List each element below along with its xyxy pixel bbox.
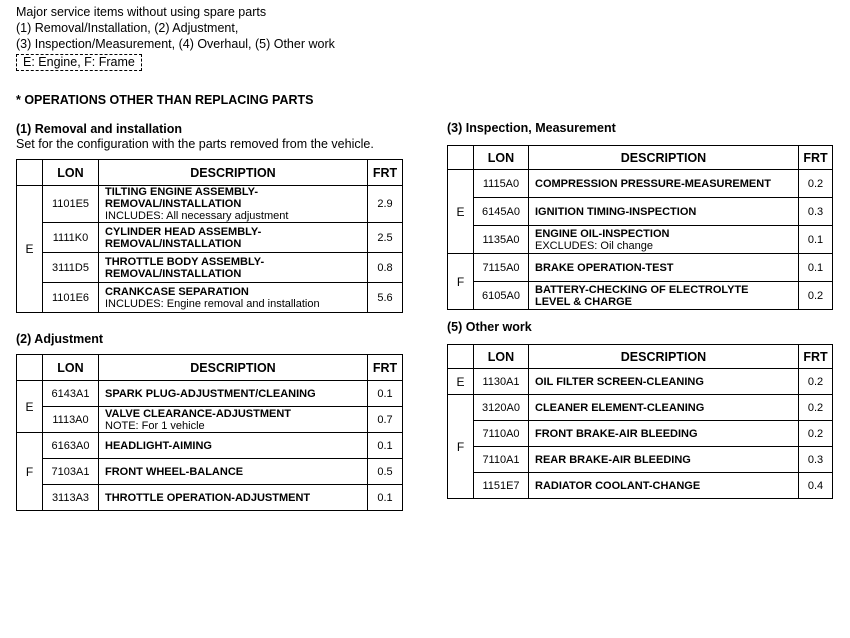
description-cell — [529, 473, 799, 499]
operation-title: CLEANER ELEMENT-CLEANING — [535, 401, 705, 414]
frt-cell: 0.3 — [799, 447, 833, 473]
lon-cell: 1111K0 — [43, 223, 99, 253]
lon-cell: 1130A1 — [474, 369, 529, 395]
frt-cell: 5.6 — [368, 283, 403, 313]
table-row — [448, 369, 833, 395]
group-code: E — [448, 170, 474, 254]
table-row — [17, 381, 403, 407]
operation-title: FRONT WHEEL-BALANCE — [105, 465, 244, 478]
table-row — [448, 198, 833, 226]
description-cell — [529, 421, 799, 447]
header-frt: FRT — [368, 160, 403, 186]
frt-cell: 2.9 — [368, 186, 403, 223]
lon-cell: 1101E6 — [43, 283, 99, 313]
table-row — [448, 254, 833, 282]
header-description: DESCRIPTION — [99, 355, 368, 381]
operation-title: OIL FILTER SCREEN-CLEANING — [535, 375, 704, 388]
description-cell — [529, 170, 799, 198]
lon-cell: 1151E7 — [474, 473, 529, 499]
operation-title: HEADLIGHT-AIMING — [105, 439, 212, 452]
description-cell — [99, 407, 368, 433]
lon-cell: 6145A0 — [474, 198, 529, 226]
table-row — [448, 395, 833, 421]
table-row — [448, 447, 833, 473]
table-row — [17, 407, 403, 433]
removal-table — [16, 159, 403, 313]
operation-note: INCLUDES: Engine removal and installation — [105, 297, 320, 310]
description-cell — [99, 459, 368, 485]
header-description: DESCRIPTION — [99, 160, 368, 186]
operation-title: REAR BRAKE-AIR BLEEDING — [535, 453, 691, 466]
frt-cell: 0.2 — [799, 170, 833, 198]
frt-cell: 0.1 — [368, 433, 403, 459]
table-row — [17, 459, 403, 485]
table-row — [17, 485, 403, 511]
header-description: DESCRIPTION — [529, 345, 799, 369]
other-work-table — [447, 344, 833, 499]
table-row — [448, 226, 833, 254]
header-description: DESCRIPTION — [529, 146, 799, 170]
table-row — [17, 433, 403, 459]
operation-title: TILTING ENGINE ASSEMBLY- REMOVAL/INSTALLATION — [105, 186, 258, 210]
frt-cell: 0.2 — [799, 369, 833, 395]
lon-cell: 6143A1 — [43, 381, 99, 407]
operation-title: THROTTLE BODY ASSEMBLY- REMOVAL/INSTALLATION — [105, 255, 265, 280]
description-cell — [99, 485, 368, 511]
operation-title: VALVE CLEARANCE-ADJUSTMENT — [105, 407, 291, 420]
frt-cell: 0.2 — [799, 421, 833, 447]
header-frt: FRT — [368, 355, 403, 381]
frt-cell: 0.8 — [368, 253, 403, 283]
group-code: F — [17, 433, 43, 511]
operation-title: CRANKCASE SEPARATION — [105, 285, 249, 298]
adjustment-section — [16, 332, 403, 511]
lon-cell: 7115A0 — [474, 254, 529, 282]
frt-cell: 0.1 — [799, 254, 833, 282]
operation-note: EXCLUDES: Oil change — [535, 239, 653, 252]
description-cell — [529, 198, 799, 226]
other-work-title: (5) Other work — [447, 320, 532, 334]
table-row — [448, 282, 833, 310]
header-frt: FRT — [799, 146, 833, 170]
description-cell — [529, 282, 799, 310]
operation-title: COMPRESSION PRESSURE-MEASUREMENT — [535, 177, 771, 190]
lon-cell: 3113A3 — [43, 485, 99, 511]
table-row — [448, 473, 833, 499]
inspection-title: (3) Inspection, Measurement — [447, 121, 616, 135]
operation-title: CYLINDER HEAD ASSEMBLY- REMOVAL/INSTALLATION — [105, 225, 262, 250]
adjustment-table — [16, 354, 403, 511]
table-row — [448, 421, 833, 447]
operation-title: RADIATOR COOLANT-CHANGE — [535, 479, 701, 492]
operations-title: * OPERATIONS OTHER THAN REPLACING PARTS — [16, 93, 314, 107]
operation-note: INCLUDES: All necessary adjustment — [105, 210, 289, 222]
group-code: E — [17, 381, 43, 433]
operation-title: ENGINE OIL-INSPECTION — [535, 227, 670, 240]
frt-cell: 0.1 — [368, 381, 403, 407]
frt-cell: 0.2 — [799, 282, 833, 310]
operation-note: NOTE: For 1 vehicle — [105, 419, 205, 432]
lon-cell: 1135A0 — [474, 226, 529, 254]
frt-cell: 0.1 — [368, 485, 403, 511]
header-lon: LON — [474, 146, 529, 170]
description-cell — [529, 369, 799, 395]
operation-title: SPARK PLUG-ADJUSTMENT/CLEANING — [105, 387, 316, 400]
inspection-table — [447, 145, 833, 310]
intro-line-1: Major service items without using spare parts — [16, 5, 267, 19]
description-cell — [99, 253, 368, 283]
intro-block — [16, 4, 335, 71]
intro-line-3: (3) Inspection/Measurement, (4) Overhaul, (5) Other work — [16, 37, 335, 51]
lon-cell: 7103A1 — [43, 459, 99, 485]
group-code: E — [448, 369, 474, 395]
header-blank — [17, 160, 43, 186]
lon-cell: 3120A0 — [474, 395, 529, 421]
removal-title: (1) Removal and installation — [16, 122, 183, 136]
table-row — [448, 170, 833, 198]
header-lon: LON — [43, 355, 99, 381]
header-lon: LON — [43, 160, 99, 186]
description-cell — [99, 223, 368, 253]
operation-title: IGNITION TIMING-INSPECTION — [535, 205, 697, 218]
operation-title: BATTERY-CHECKING OF ELECTROLYTE LEVEL & CHARGE — [535, 283, 749, 308]
operation-title: BRAKE OPERATION-TEST — [535, 261, 674, 274]
frt-cell: 0.2 — [799, 395, 833, 421]
description-cell — [99, 186, 368, 223]
frt-cell: 0.5 — [368, 459, 403, 485]
lon-cell: 1115A0 — [474, 170, 529, 198]
lon-cell: 1101E5 — [43, 186, 99, 223]
frt-cell: 0.4 — [799, 473, 833, 499]
header-frt: FRT — [799, 345, 833, 369]
table-row — [17, 223, 403, 253]
header-lon: LON — [474, 345, 529, 369]
table-row — [17, 283, 403, 313]
lon-cell: 7110A1 — [474, 447, 529, 473]
lon-cell: 1113A0 — [43, 407, 99, 433]
frt-cell: 0.7 — [368, 407, 403, 433]
operation-title: THROTTLE OPERATION-ADJUSTMENT — [105, 491, 311, 504]
table-row — [17, 186, 403, 223]
description-cell — [99, 433, 368, 459]
legend-box: E: Engine, F: Frame — [16, 54, 142, 71]
removal-section — [16, 122, 403, 313]
header-blank — [17, 355, 43, 381]
frt-cell: 2.5 — [368, 223, 403, 253]
description-cell — [99, 381, 368, 407]
lon-cell: 7110A0 — [474, 421, 529, 447]
other-work-section — [447, 320, 833, 499]
removal-description: Set for the configuration with the parts removed from the vehicle. — [16, 137, 374, 151]
frt-cell: 0.1 — [799, 226, 833, 254]
group-code: F — [448, 254, 474, 310]
header-blank — [448, 345, 474, 369]
description-cell — [529, 395, 799, 421]
adjustment-title: (2) Adjustment — [16, 332, 104, 346]
table-row — [17, 253, 403, 283]
lon-cell: 6163A0 — [43, 433, 99, 459]
lon-cell: 3111D5 — [43, 253, 99, 283]
group-code: F — [448, 395, 474, 499]
description-cell — [99, 283, 368, 313]
intro-line-2: (1) Removal/Installation, (2) Adjustment, — [16, 21, 239, 35]
description-cell — [529, 226, 799, 254]
operation-title: FRONT BRAKE-AIR BLEEDING — [535, 427, 698, 440]
group-code: E — [17, 186, 43, 313]
inspection-section — [447, 121, 833, 310]
header-blank — [448, 146, 474, 170]
lon-cell: 6105A0 — [474, 282, 529, 310]
frt-cell: 0.3 — [799, 198, 833, 226]
description-cell — [529, 447, 799, 473]
description-cell — [529, 254, 799, 282]
